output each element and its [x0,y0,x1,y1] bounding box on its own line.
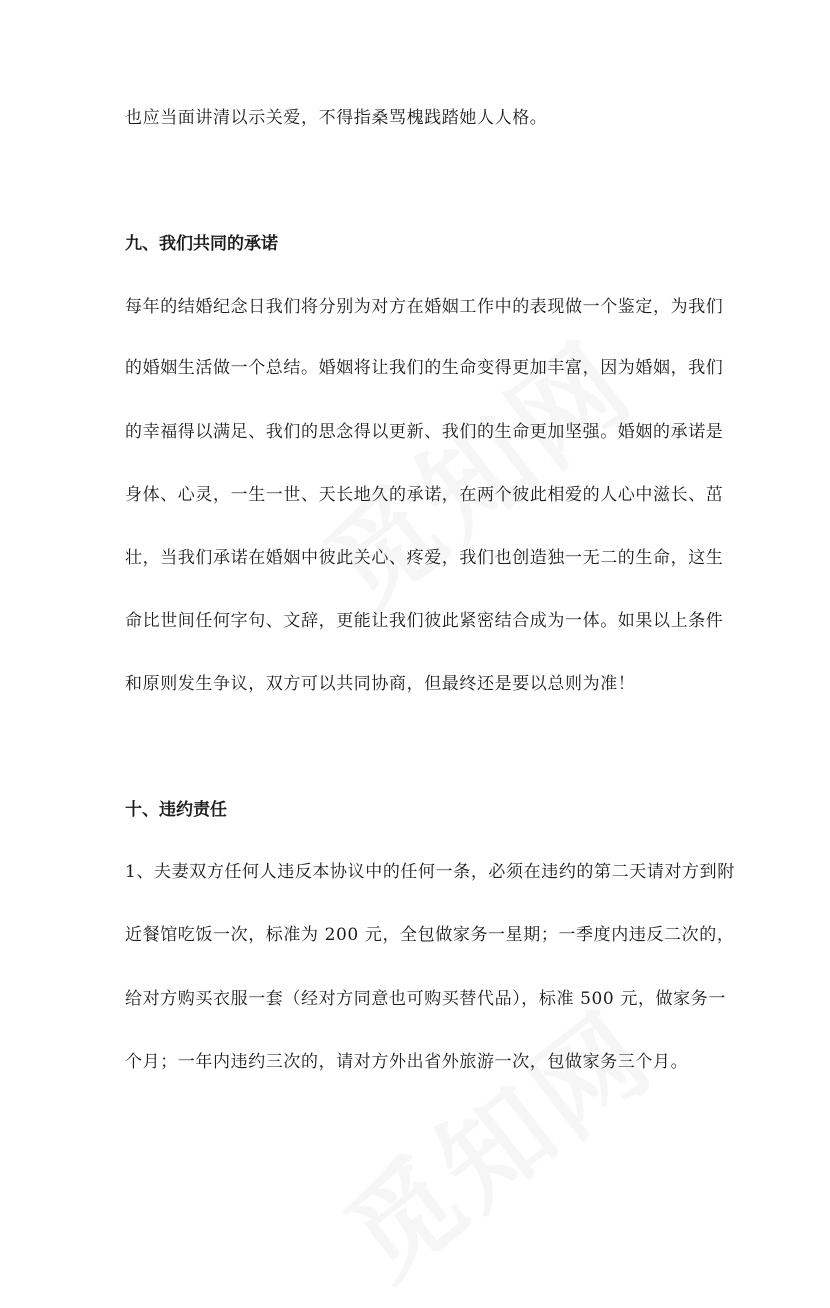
paragraph-line: 的幸福得以满足、我们的思念得以更新、我们的生命更加坚强。婚姻的承诺是 [125,422,724,442]
paragraph-line: 近餐馆吃饭一次，标准为 200 元，全包做家务一星期；一季度内违反二次的， [125,925,735,945]
watermark [308,970,680,1308]
section-10-heading: 十、违约责任 [125,800,227,820]
paragraph-line: 的婚姻生活做一个总结。婚姻将让我们的生命变得更加丰富，因为婚姻，我们 [125,358,724,378]
paragraph-line: 个月；一年内违约三次的，请对方外出省外旅游一次，包做家务三个月。 [125,1052,689,1072]
paragraph-line: 身体、心灵，一生一世、天长地久的承诺，在两个彼此相爱的人心中滋长、茁 [125,485,724,505]
paragraph-line: 给对方购买衣服一套（经对方同意也可购买替代品），标准 500 元，做家务一 [125,989,726,1009]
paragraph-line: 和原则发生争议，双方可以共同协商，但最终还是要以总则为准！ [125,674,636,694]
paragraph-line: 每年的结婚纪念日我们将分别为对方在婚姻工作中的表现做一个鉴定，为我们 [125,297,724,317]
section-9-heading: 九、我们共同的承诺 [125,234,278,254]
paragraph-line: 壮，当我们承诺在婚姻中彼此关心、疼爱，我们也创造独一无二的生命，这生 [125,548,724,568]
paragraph-line: 命比世间任何字句、文辞，更能让我们彼此紧密结合成为一体。如果以上条件 [125,611,724,631]
watermark [288,300,660,639]
intro-line: 也应当面讲清以示关爱，不得指桑骂槐践踏她人人格。 [125,108,548,128]
paragraph-line: 1、夫妻双方任何人违反本协议中的任何一条，必须在违约的第二天请对方到附 [125,862,735,882]
